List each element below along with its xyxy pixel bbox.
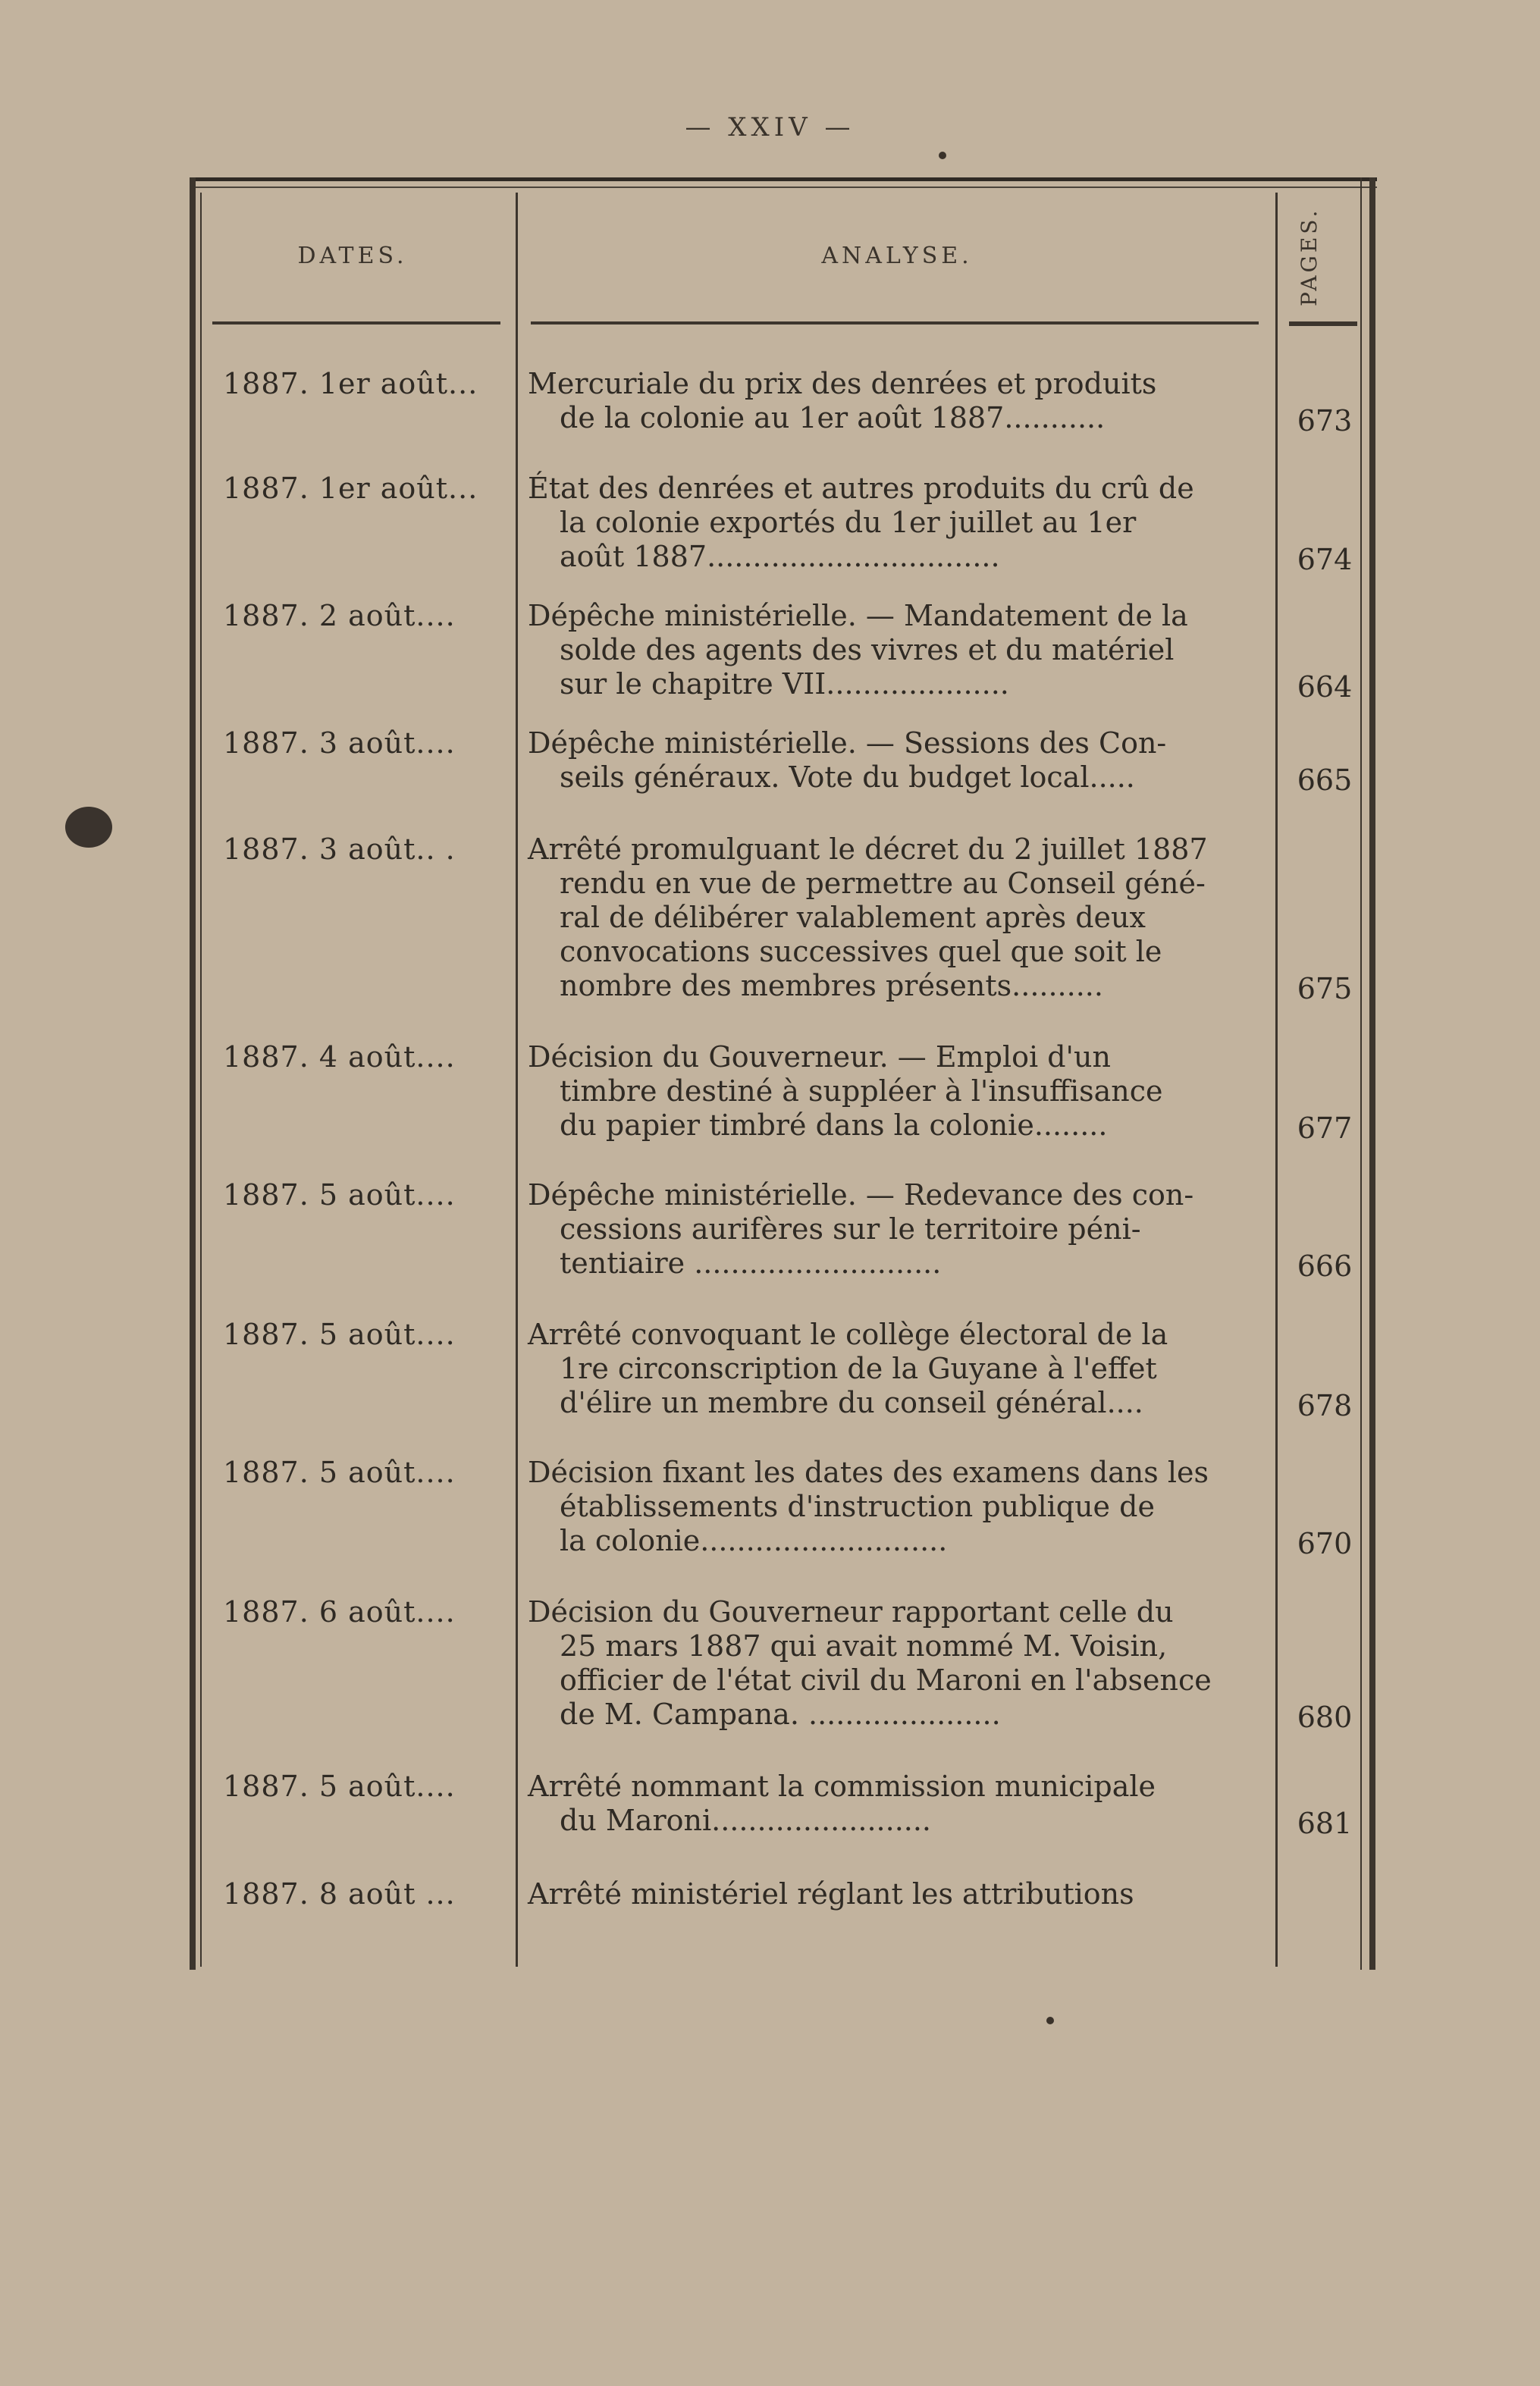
row-date: 1887. 5 août.... bbox=[223, 1178, 456, 1212]
analysis-line: ral de délibérer valablement après deux bbox=[560, 901, 1146, 934]
header-rule-analyse bbox=[531, 321, 1259, 325]
row-analysis bbox=[528, 1877, 1265, 1911]
analysis-line: timbre destiné à suppléer à l'insuffisance bbox=[560, 1074, 1163, 1108]
row-page-number: 673 bbox=[1297, 404, 1353, 437]
analysis-line: seils généraux. Vote du budget local..... bbox=[560, 760, 1135, 794]
analysis-line: Décision du Gouverneur rapportant celle du bbox=[528, 1595, 1174, 1629]
analysis-line: la colonie exportés du 1er juillet au 1er bbox=[560, 506, 1137, 539]
analysis-line: établissements d'instruction publique de bbox=[560, 1490, 1155, 1523]
row-date: 1887. 2 août.... bbox=[223, 599, 456, 632]
analysis-line: cessions aurifères sur le territoire péni- bbox=[560, 1212, 1141, 1246]
analysis-line: convocations successives quel que soit le bbox=[560, 935, 1162, 968]
row-page-number: 670 bbox=[1297, 1527, 1353, 1560]
row-date: 1887. 8 août ... bbox=[223, 1877, 456, 1911]
analysis-line: Dépêche ministérielle. — Redevance des con- bbox=[528, 1178, 1194, 1212]
row-analysis bbox=[528, 832, 1265, 1003]
row-page-number: 666 bbox=[1297, 1249, 1353, 1283]
row-date: 1887. 5 août.... bbox=[223, 1456, 456, 1489]
row-analysis bbox=[528, 726, 1265, 795]
analysis-line: tentiaire ........................... bbox=[560, 1246, 942, 1280]
analysis-line: nombre des membres présents.......... bbox=[560, 969, 1103, 1002]
analysis-line: 1re circonscription de la Guyane à l'effet bbox=[560, 1352, 1157, 1385]
analysis-line: Arrêté convoquant le collège électoral de la bbox=[528, 1318, 1168, 1351]
analysis-line: du Maroni........................ bbox=[560, 1804, 932, 1837]
row-date: 1887. 6 août.... bbox=[223, 1595, 456, 1629]
row-page-number: 664 bbox=[1297, 670, 1353, 704]
analysis-line: août 1887................................ bbox=[560, 540, 1000, 573]
row-page-number: 681 bbox=[1297, 1807, 1353, 1840]
row-date: 1887. 1er août... bbox=[223, 472, 478, 505]
top-rule bbox=[190, 177, 1377, 188]
header-rule-dates bbox=[212, 321, 500, 325]
row-date: 1887. 5 août.... bbox=[223, 1318, 456, 1351]
row-page-number: 677 bbox=[1297, 1111, 1353, 1145]
row-analysis bbox=[528, 1770, 1265, 1838]
analysis-line: Arrêté nommant la commission municipale bbox=[528, 1770, 1156, 1803]
analysis-line: Arrêté ministériel réglant les attributions bbox=[528, 1877, 1134, 1911]
analysis-line: la colonie........................... bbox=[560, 1524, 948, 1557]
analysis-line: d'élire un membre du conseil général.... bbox=[560, 1386, 1143, 1419]
column-header-analyse: ANALYSE. bbox=[821, 243, 973, 269]
row-date: 1887. 4 août.... bbox=[223, 1040, 456, 1074]
row-analysis bbox=[528, 367, 1265, 435]
right-inner-border bbox=[1360, 177, 1362, 1970]
row-analysis bbox=[528, 1178, 1265, 1281]
analysis-line: rendu en vue de permettre au Conseil géné- bbox=[560, 867, 1206, 900]
row-date: 1887. 3 août.... bbox=[223, 726, 456, 760]
analysis-line: de M. Campana. ..................... bbox=[560, 1698, 1001, 1731]
analysis-line: Dépêche ministérielle. — Sessions des Con- bbox=[528, 726, 1167, 760]
right-border bbox=[1369, 177, 1375, 1970]
column-divider-analyse bbox=[1275, 193, 1278, 1967]
analysis-line: 25 mars 1887 qui avait nommé M. Voisin, bbox=[560, 1629, 1168, 1663]
row-page-number: 675 bbox=[1297, 972, 1353, 1005]
analysis-line: Décision du Gouverneur. — Emploi d'un bbox=[528, 1040, 1111, 1074]
column-header-pages: PAGES. bbox=[1297, 207, 1322, 306]
header-rule-pages bbox=[1289, 321, 1357, 326]
page-number: — XXIV — bbox=[685, 112, 855, 143]
row-page-number: 678 bbox=[1297, 1389, 1353, 1422]
analysis-line: Mercuriale du prix des denrées et produits bbox=[528, 367, 1157, 400]
row-analysis bbox=[528, 472, 1265, 574]
row-page-number: 674 bbox=[1297, 543, 1353, 576]
analysis-line: officier de l'état civil du Maroni en l'absence bbox=[560, 1663, 1212, 1697]
analysis-line: État des denrées et autres produits du crû de bbox=[528, 472, 1194, 505]
row-date: 1887. 1er août... bbox=[223, 367, 478, 400]
column-header-dates: DATES. bbox=[297, 243, 408, 269]
row-date: 1887. 5 août.... bbox=[223, 1770, 456, 1803]
analysis-line: solde des agents des vivres et du matériel bbox=[560, 633, 1175, 666]
row-analysis bbox=[528, 1318, 1265, 1420]
speck bbox=[939, 152, 946, 159]
analysis-line: Décision fixant les dates des examens dans les bbox=[528, 1456, 1209, 1489]
row-analysis bbox=[528, 1040, 1265, 1143]
analysis-line: du papier timbré dans la colonie........ bbox=[560, 1108, 1108, 1142]
row-page-number: 680 bbox=[1297, 1701, 1353, 1734]
column-divider-dates bbox=[516, 193, 518, 1967]
analysis-line: sur le chapitre VII.................... bbox=[560, 667, 1009, 701]
ink-stain bbox=[65, 807, 112, 848]
analysis-line: Arrêté promulguant le décret du 2 juillet 1887 bbox=[528, 832, 1208, 866]
analysis-line: Dépêche ministérielle. — Mandatement de la bbox=[528, 599, 1188, 632]
left-border bbox=[190, 177, 196, 1970]
row-analysis bbox=[528, 1456, 1265, 1558]
left-inner-border bbox=[200, 193, 202, 1967]
row-date: 1887. 3 août.. . bbox=[223, 832, 456, 866]
speck bbox=[1046, 2017, 1054, 2024]
row-analysis bbox=[528, 1595, 1265, 1732]
row-page-number: 665 bbox=[1297, 763, 1353, 797]
index-table bbox=[190, 177, 1377, 1970]
analysis-line: de la colonie au 1er août 1887........... bbox=[560, 401, 1106, 434]
row-analysis bbox=[528, 599, 1265, 701]
